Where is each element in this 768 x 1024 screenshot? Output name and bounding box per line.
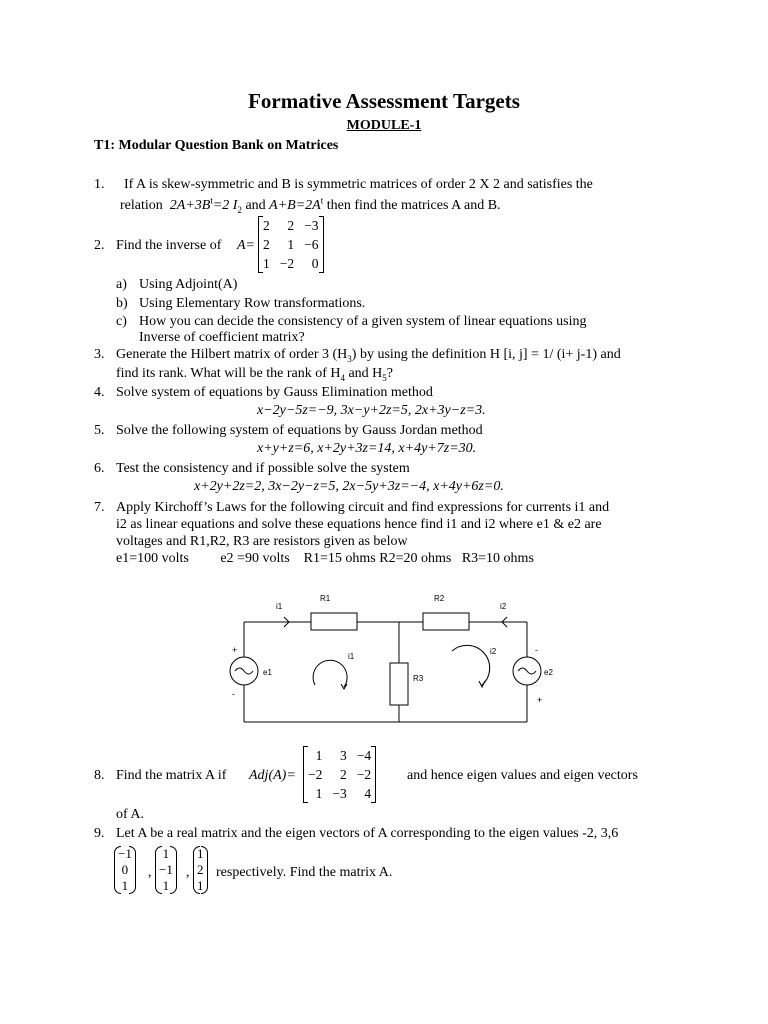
q8-m-cell: −2 [308,767,323,782]
q3-number: 3. [94,347,105,362]
q1-eq1-rhs: =2 I [212,198,238,213]
q1-eq2: A+B=2A [269,198,321,213]
q4-text: Solve system of equations by Gauss Elimination method [116,385,433,400]
q8-m-cell: −3 [332,786,347,801]
q8-m-cell: 1 [315,748,323,763]
label-r3: R3 [413,674,424,683]
q2-matrix [258,216,324,273]
q9-v-cell: 1 [162,878,170,893]
q8-m-cell: −4 [356,748,372,763]
q3-text-e: ? [386,366,394,381]
q2-m-cell: 0 [311,256,319,271]
q9-number: 9. [94,826,105,841]
q1-eq1: 2A+3B [169,198,211,213]
q6-text: Test the consistency and if possible solve the system [116,461,410,476]
q9-v-cell: −1 [159,862,173,877]
q8-m-cell: 2 [340,767,347,782]
q8-m-cell: 1 [315,786,323,801]
q7-values: e1=100 volts e2 =90 volts R1=15 ohms R2=20 ohms R3=10 ohms [116,551,534,566]
section-heading: T1: Modular Question Bank on Matrices [94,138,339,153]
q1-and: and [245,198,266,213]
q9-v-cell: 1 [197,846,204,861]
q8-tail: and hence eigen values and eigen vectors [407,768,638,783]
circuit-diagram [220,585,560,730]
label-i2: i2 [500,602,507,611]
q9-v-cell: 1 [121,878,129,893]
label-e1: e1 [263,668,272,677]
q3-sub: 4 [340,372,345,383]
label-r1: R1 [320,594,331,603]
q5-equation: x+y+z=6, x+2y+3z=14, x+4y+7z=30. [257,441,477,456]
q3-sub: 5 [382,372,387,383]
label-e2-minus: - [535,645,538,655]
q4-equation: x−2y−5z=−9, 3x−y+2z=5, 2x+3y−z=3. [257,403,486,418]
q9-v-cell: 0 [121,862,129,877]
q2-m-cell: −6 [304,237,319,252]
q1-eq1-sup: t [210,195,213,206]
q9-comma: , [186,865,190,880]
q9-vector-3 [193,846,208,894]
q2-part-c-text-cont: Inverse of coefficient matrix? [139,330,305,345]
q6-equation: x+2y+2z=2, 3x−2y−z=5, 2x−5y+3z=−4, x+4y+6z=0. [194,479,504,494]
label-e1-plus: + [232,645,238,655]
label-r2: R2 [434,594,445,603]
label-i1: i1 [276,602,283,611]
q2-part-b-text: Using Elementary Row transformations. [139,296,366,311]
q7-number: 7. [94,500,105,515]
loop-arrow-1 [313,660,347,687]
q2-part-c-text: How you can decide the consistency of a given system of linear equations using [139,314,587,329]
q8-m-cell: 3 [340,748,347,763]
resistor-r3 [390,663,408,705]
q3-text-c: find its rank. What will be the rank of H [116,366,341,381]
q2-part-b-label: b) [116,296,128,311]
q2-m-cell: 1 [263,256,270,271]
q8-text: Find the matrix A if [116,768,227,783]
q4-number: 4. [94,385,105,400]
label-loop-i1: i1 [348,652,355,661]
q9-tail: respectively. Find the matrix A. [216,865,393,880]
q8-m-cell: −2 [356,767,372,782]
q1-relation-label: relation [120,198,163,213]
q9-comma: , [148,865,152,880]
q7-line3: voltages and R1,R2, R3 are resistors given as below [116,534,408,549]
q2-m-cell: 2 [287,218,295,233]
q9-vector-2 [155,846,177,894]
label-loop-i2: i2 [490,647,497,656]
q3-line2 [116,365,393,382]
q9-v-cell: 1 [197,878,204,893]
loop-arrow-2 [452,645,490,685]
q9-v-cell: −1 [118,846,132,861]
resistor-r2 [423,613,469,630]
q2-m-cell: −3 [304,218,319,233]
q7-line2: i2 as linear equations and solve these equations hence find i1 and i2 where e1 & e2 are [116,517,602,532]
q1-eq2-sup: t [320,195,324,206]
label-e1-minus: - [232,689,235,699]
label-e2: e2 [544,668,553,677]
page-title: Formative Assessment Targets [248,89,520,113]
q8-lhs: Adj(A)= [249,768,296,783]
q2-lhs: A= [237,238,255,253]
module-heading: MODULE-1 [346,118,422,133]
q5-number: 5. [94,423,105,438]
q2-part-a-text: Using Adjoint(A) [139,277,238,292]
q3-text-d: and H [344,366,383,381]
q6-number: 6. [94,461,105,476]
q1-line2 [120,197,501,214]
q9-text: Let A be a real matrix and the eigen vectors of A corresponding to the eigen values -2, 3,6 [116,826,619,841]
q2-part-a-label: a) [116,277,127,292]
q9-vector-1 [114,846,136,894]
q2-text: Find the inverse of [116,238,222,253]
q2-m-cell: 2 [263,237,270,252]
resistor-r1 [311,613,357,630]
q8-line2: of A. [116,807,144,822]
q3-sub: 3 [347,353,352,364]
q3-text-b: ) by using the definition H [i, j] = 1/ (i+ j-1) and [351,347,621,362]
q1-number: 1. [94,177,105,192]
q7-line1: Apply Kirchoff’s Laws for the following circuit and find expressions for currents i1 and [116,500,610,515]
q3-text-a: Generate the Hilbert matrix of order 3 (H [116,347,348,362]
label-e2-plus: + [537,695,543,705]
q2-part-c-label: c) [116,314,127,329]
q8-number: 8. [94,768,105,783]
q1-line1: If A is skew-symmetric and B is symmetric matrices of order 2 X 2 and satisfies the [124,177,593,192]
q9-v-cell: 1 [162,846,170,861]
q2-m-cell: 1 [287,237,295,252]
q2-m-cell: 2 [263,218,270,233]
q2-m-cell: −2 [279,256,295,271]
q5-text: Solve the following system of equations by Gauss Jordan method [116,423,483,438]
q2-number: 2. [94,238,105,253]
q1-tail: then find the matrices A and B. [326,198,501,213]
q8-m-cell: 4 [364,786,372,801]
q8-matrix [303,746,376,803]
q9-v-cell: 2 [197,862,204,877]
q1-eq1-sub: 2 [237,204,242,215]
q3-line1 [116,346,621,363]
